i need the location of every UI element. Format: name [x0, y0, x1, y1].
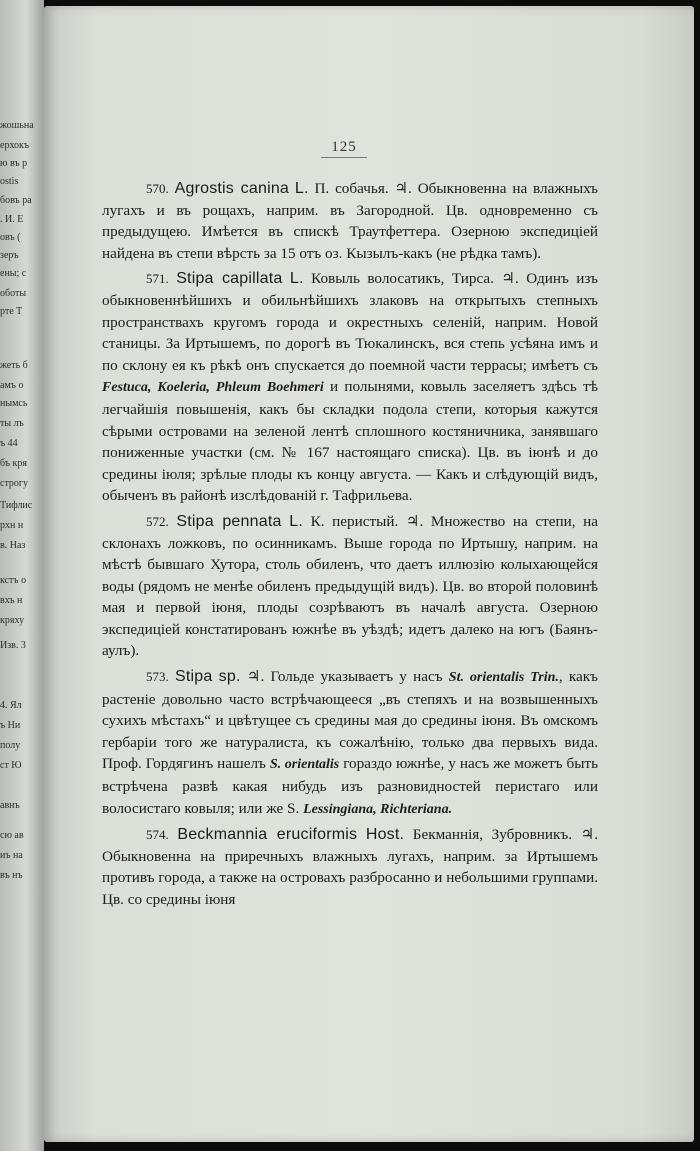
facing-page-fragment: сю ав: [0, 830, 24, 841]
facing-page-fragment: . И. Е: [0, 214, 24, 225]
entry-text: Бекманнія, Зубровникъ. ♃. Обыкновенна на приречныхъ влажныхъ лугахъ, наприм. за Иртышемъ противъ города, а также на островахъ разбросанно и небольшими группами. Цв. со средины іюня: [102, 826, 599, 908]
facing-page-fragment: нымсь: [0, 398, 28, 409]
facing-page-fragment: овъ (: [0, 232, 21, 243]
entry-number: 570.: [146, 181, 169, 196]
entry-573: [102, 666, 598, 820]
species-name: Agrostis canina: [174, 180, 290, 197]
facing-page-fragment: кстъ о: [0, 575, 27, 586]
facing-page-fragment: ст Ю: [0, 760, 22, 771]
entry-number: 573.: [146, 669, 169, 685]
species-author: sp.: [218, 668, 241, 686]
facing-page-fragment: ю въ р: [0, 158, 28, 169]
facing-page-edge: [0, 0, 44, 1151]
facing-page-fragment: въ нъ: [0, 870, 23, 881]
facing-page-fragment: рте Т: [0, 306, 23, 317]
species-author: L.: [289, 512, 303, 530]
entry-571: [102, 268, 598, 507]
entry-text: К. перистый. ♃. Множество на степи, на склонахъ ложковъ, по осинникамъ. Выше города по Иртышу, наприм. на мѣстѣ бывшаго Хутора, столь обиленъ, что даетъ иллюзію колыхающейся воды (рядомъ не менѣе обиленъ предыдущій видъ). Цв. во второй половинѣ мая и первой іюня, плоды созрѣваютъ въ началѣ августа. Озерною экспедиціей констатированъ южнѣе въ уѣздѣ; идетъ далеко на югъ (Баянъ-аулъ).: [102, 512, 599, 660]
entry-text: , какъ растеніе довольно часто встрѣчающееся „въ степяхъ и на возвышенныхъ сухихъ мѣстахъ“ и цвѣтущее съ средины мая до средины іюня. Въ омскомъ гербаріи того же натуралиста, къ сожалѣнію, только два первыхъ вида. Проф. Гордягинъ нашелъ: [102, 668, 599, 773]
entry-text: гораздо южнѣе, у насъ же можетъ быть встрѣчена развѣ какая нибудь изъ разновидностей перистаго или волосистаго ковыля; или же S.: [102, 755, 598, 817]
species-name: Stipa: [174, 668, 213, 686]
entry-italic: S. orientalis: [269, 757, 340, 773]
facing-page-fragment: полу: [0, 740, 21, 751]
species-author: L.: [289, 270, 304, 288]
facing-page-fragment: зеръ: [0, 250, 19, 261]
species-author: Host.: [365, 826, 405, 844]
facing-page-fragment: ъ 44: [0, 438, 18, 449]
species-author: L.: [294, 180, 309, 197]
entry-text: Ковыль волосатикъ, Тирса. ♃. Одинъ изъ обыкновеннѣйшихъ и обильнѣйшихъ злаковъ на открытыхъ степныхъ пространствахъ кругомъ города и окрестныхъ селеній, наприм. Новой станицы. За Иртышемъ, по дорогѣ въ Тюкалинскъ, вся степь усѣяна имъ и по склону ея къ рѣкѣ онъ спускается до поемной части террасы; имѣетъ съ: [102, 270, 599, 374]
facing-page-fragment: авнъ: [0, 800, 20, 811]
entry-572: [102, 511, 598, 662]
facing-page-fragment: кряху: [0, 615, 25, 626]
entry-number: 571.: [146, 271, 169, 287]
facing-page-fragment: жеть б: [0, 360, 28, 371]
page-text: [102, 178, 598, 915]
facing-page-fragment: оботы: [0, 288, 27, 299]
facing-page-fragment: ены; с: [0, 268, 27, 279]
facing-page-fragment: ъ Ни: [0, 720, 21, 731]
facing-page-fragment: рхн н: [0, 520, 24, 531]
facing-page-fragment: иъ на: [0, 850, 23, 861]
entry-570: [102, 178, 598, 264]
entry-italic: Lessingiana, Richteriana.: [303, 801, 453, 817]
entry-text: ♃. Гольде указываетъ у насъ: [246, 668, 449, 686]
facing-page-fragment: бъ кря: [0, 458, 27, 469]
facing-page-fragment: 4. Ял: [0, 700, 22, 711]
facing-page-fragment: строгу: [0, 478, 29, 489]
entry-number: 572.: [146, 513, 169, 529]
facing-page-fragment: в. Наз: [0, 540, 26, 551]
facing-page-fragment: вхъ н: [0, 595, 23, 606]
facing-page-fragment: жошьна: [0, 120, 34, 131]
facing-page-fragment: Изв. 3: [0, 640, 26, 651]
entry-italic: Festuca, Koeleria, Phleum Boehmeri: [102, 380, 324, 396]
entry-text: П. собачья. ♃. Обыкновенна на влажныхъ лугахъ и въ рощахъ, наприм. въ Загородной. Цв. одновременно съ предыдущею. Имѣется въ спискѣ Траутфеттера. Озерною экспедиціей найдена въ степи вѣрсть за 15 отъ оз. Кызылъ-какъ (не рѣдка тамъ).: [102, 180, 599, 262]
species-name: Stipa capillata: [176, 270, 283, 288]
entry-text: и полынями, ковыль заселяетъ здѣсь тѣ легчайшія повышенія, какъ бы складки подола степи, которыя кажутся сѣрыми островами на зеленой лентѣ сплошного костяничника, занявшаго пониженные участки (см. № 167 настоящаго списка). Цв. въ іюнѣ и до средины іюля; зрѣлые плоды къ концу августа. — Какъ и слѣдующій видъ, обыченъ въ районѣ изслѣдованій г. Тафрильева.: [102, 378, 598, 505]
facing-page-fragment: бовъ ра: [0, 195, 32, 206]
page-number: 125: [294, 139, 394, 158]
entry-number: 574.: [146, 827, 169, 843]
species-name: Stipa pennata: [176, 512, 282, 530]
facing-page-fragment: ты лъ: [0, 418, 24, 429]
species-name: Beckmannia eruciformis: [177, 826, 358, 844]
facing-page-fragment: ерхокъ: [0, 140, 30, 151]
book-page: [44, 6, 694, 1142]
entry-574: [102, 824, 598, 910]
facing-page-fragment: Тифлис: [0, 500, 33, 511]
facing-page-fragment: амъ о: [0, 380, 24, 391]
entry-italic: St. orientalis Trin.: [448, 670, 559, 686]
facing-page-fragment: ostis: [0, 176, 19, 187]
